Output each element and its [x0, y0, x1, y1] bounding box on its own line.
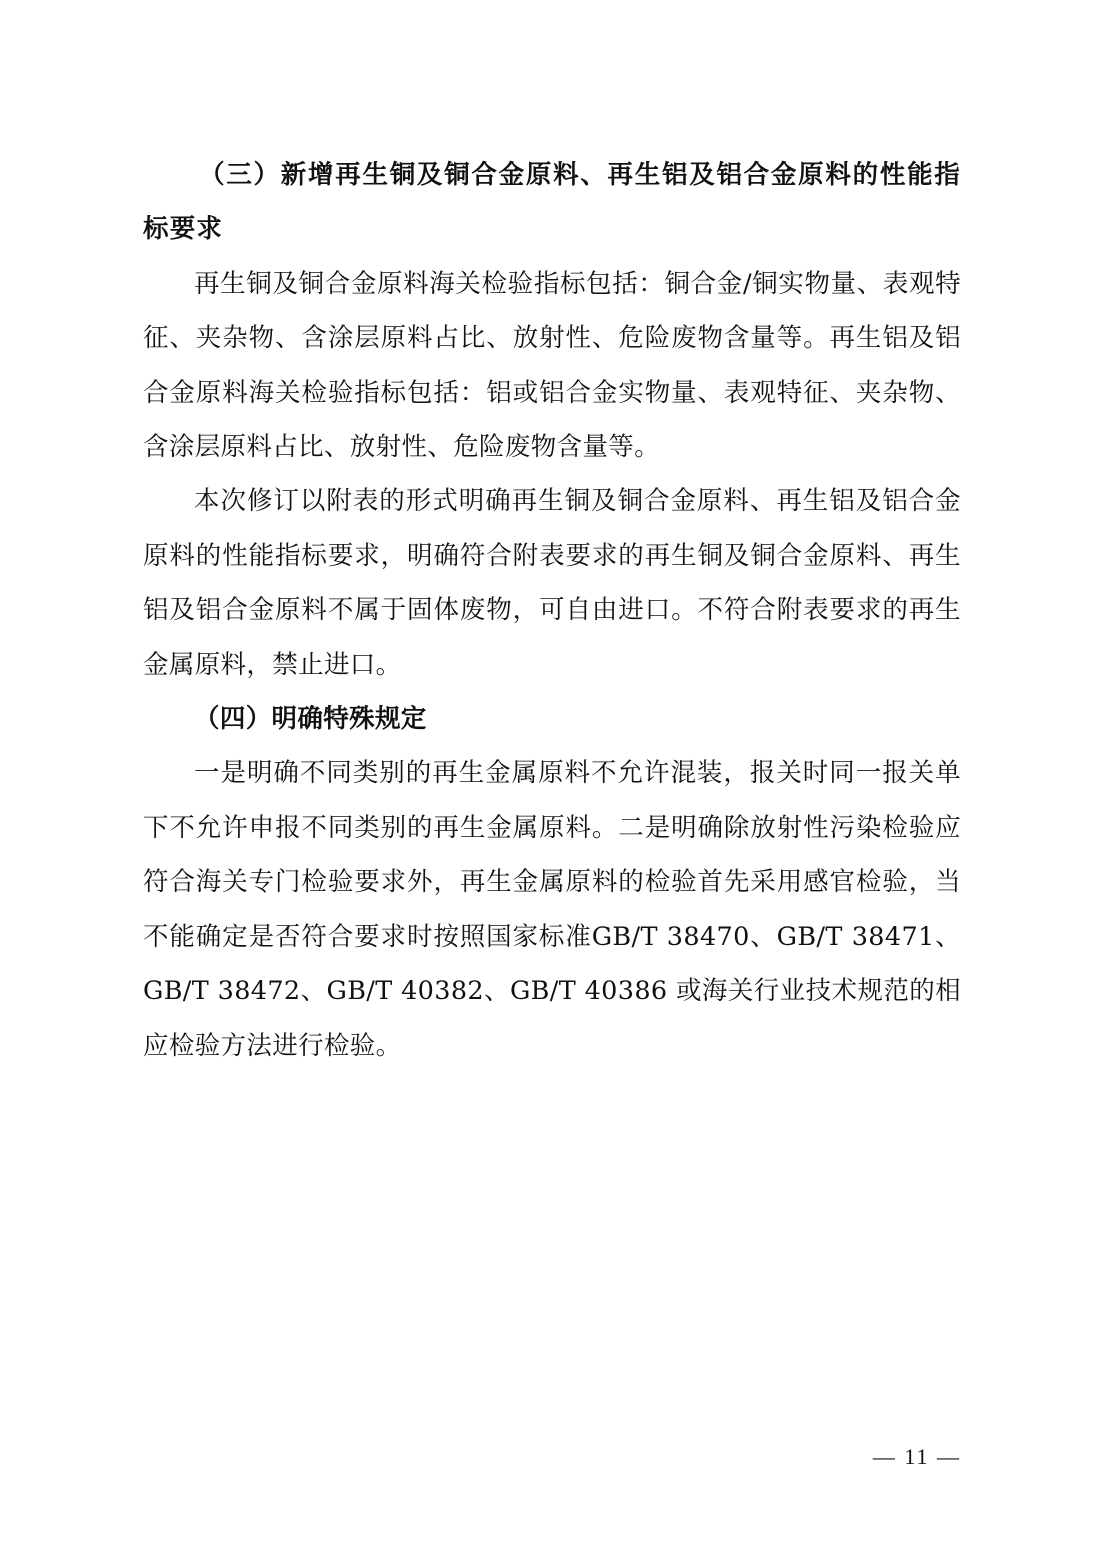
paragraph-revision-appendix: 本次修订以附表的形式明确再生铜及铜合金原料、再生铝及铝合金原料的性能指标要求，明确符合附表要求的再生铜及铜合金原料、再生铝及铝合金原料不属于固体废物，可自由进口。不符合附表要求的再生金属原料，禁止进口。	[143, 486, 961, 680]
paragraph-special-provisions: 一是明确不同类别的再生金属原料不允许混装，报关时同一报关单下不允许申报不同类别的再生金属原料。二是明确除放射性污染检验应符合海关专门检验要求外，再生金属原料的检验首先采用感官检验，当不能确定是否符合要求时按照国家标准GB/T 38470、GB/T 38471、GB/T 38472、GB/T 40382、GB/T 40386 或海关行业技术规范的相应检验方法进行检验。	[143, 758, 961, 1061]
paragraph-copy-aluminum-indicators: 再生铜及铜合金原料海关检验指标包括：铜合金/铜实物量、表观特征、夹杂物、含涂层原料占比、放射性、危险废物含量等。再生铝及铝合金原料海关检验指标包括：铝或铝合金实物量、表观特征、夹杂物、含涂层原料占比、放射性、危险废物含量等。	[143, 268, 961, 463]
section-heading-3: （三）新增再生铜及铜合金原料、再生铝及铝合金原料的性能指标要求	[143, 160, 961, 245]
document-body	[143, 148, 961, 1073]
section-heading-4: （四）明确特殊规定	[194, 704, 427, 735]
page-number: — 11 —	[872, 1444, 961, 1469]
